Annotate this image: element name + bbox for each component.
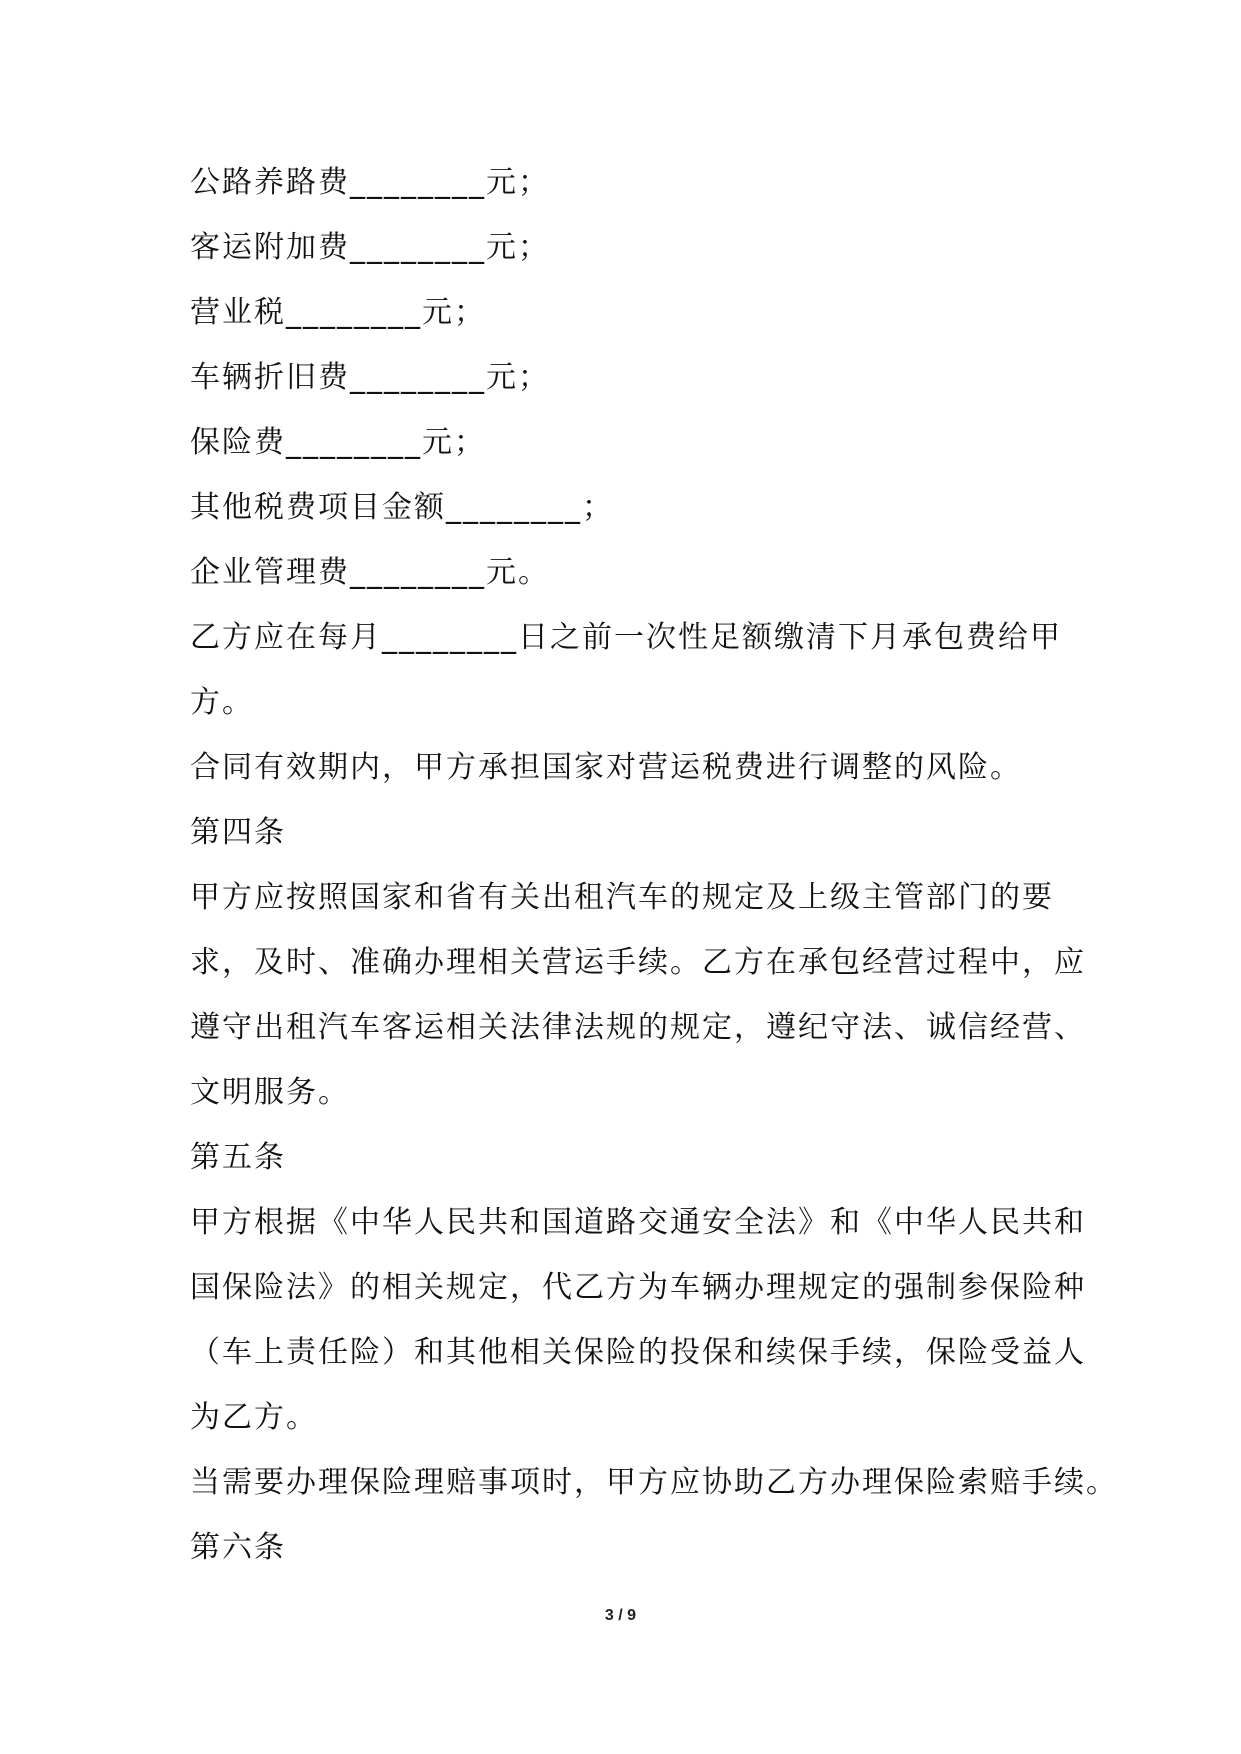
article-4-line-4: 文明服务。 [190,1075,350,1110]
fee-line-depreciation: 车辆折旧费________元； [190,360,550,395]
fee-line-business-tax: 营业税________元； [190,295,486,330]
fee-line-management: 企业管理费________元。 [190,555,550,590]
page-number: 3 / 9 [604,1607,637,1624]
insurance-claim-line: 当需要办理保险理赔事项时，甲方应协助乙方办理保险索赔手续。 [190,1465,1118,1500]
article-6-heading: 第六条 [190,1530,286,1565]
fee-line-passenger-surcharge: 客运附加费________元； [190,230,550,265]
payment-deadline-line-1: 乙方应在每月________日之前一次性足额缴清下月承包费给甲 [190,620,1062,655]
article-4-line-1: 甲方应按照国家和省有关出租汽车的规定及上级主管部门的要 [190,880,1054,915]
fee-line-insurance: 保险费________元； [190,425,486,460]
article-4-line-3: 遵守出租汽车客运相关法律法规的规定，遵纪守法、诚信经营、 [190,1010,1086,1045]
article-5-line-4: 为乙方。 [190,1400,318,1435]
fee-line-road-maintenance: 公路养路费________元； [190,165,550,200]
fee-line-other-taxes: 其他税费项目金额________； [190,490,614,525]
tax-adjustment-risk-line: 合同有效期内，甲方承担国家对营运税费进行调整的风险。 [190,750,1022,785]
article-4-line-2: 求，及时、准确办理相关营运手续。乙方在承包经营过程中，应 [190,945,1086,980]
payment-deadline-line-2: 方。 [190,685,254,720]
article-5-line-3: （车上责任险）和其他相关保险的投保和续保手续，保险受益人 [190,1335,1086,1370]
document-body [190,150,1118,1580]
article-5-heading: 第五条 [190,1140,286,1175]
article-4-heading: 第四条 [190,815,286,850]
article-5-line-2: 国保险法》的相关规定，代乙方为车辆办理规定的强制参保险种 [190,1270,1086,1305]
article-5-line-1: 甲方根据《中华人民共和国道路交通安全法》和《中华人民共和 [190,1205,1086,1240]
